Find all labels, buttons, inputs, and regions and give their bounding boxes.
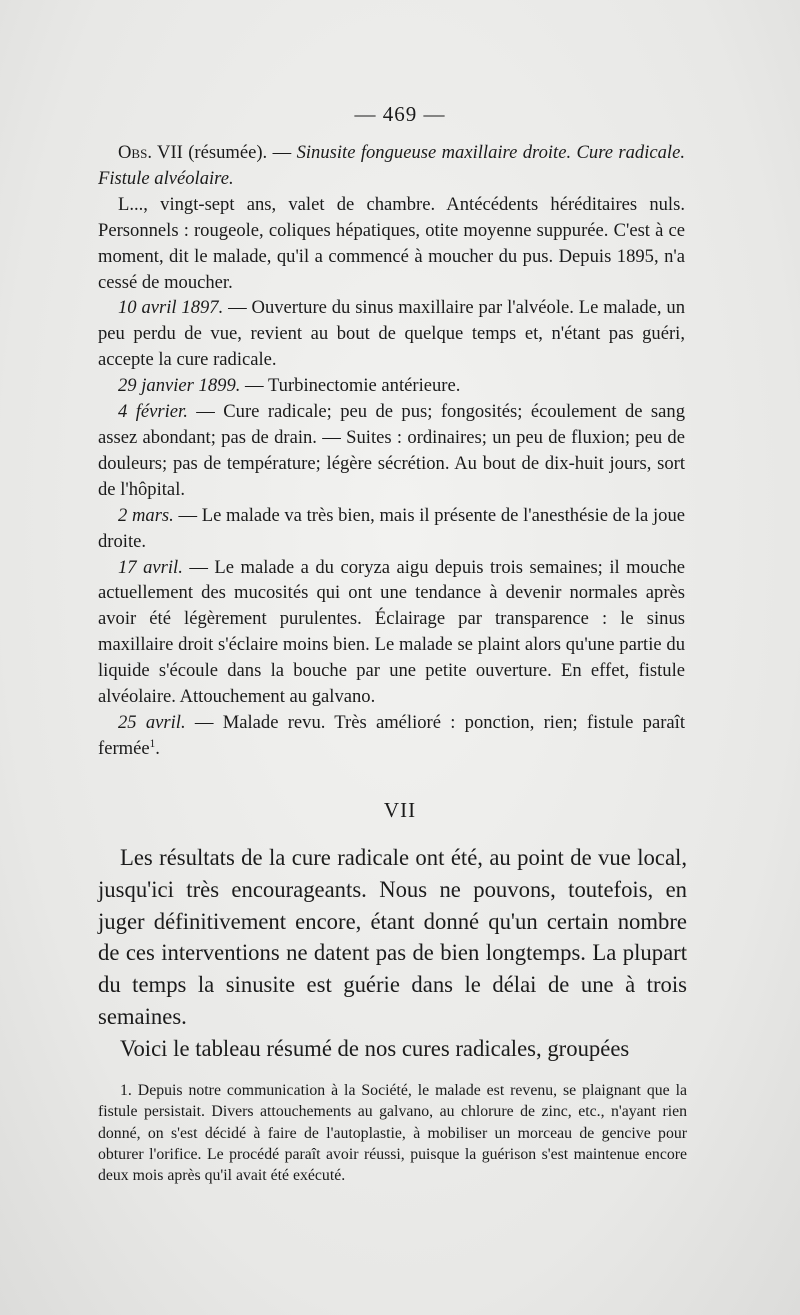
entry-text: — Ouverture du sinus maxillaire par l'alvéole. Le malade, un peu perdu de vue, revient au bout de quelque temps et, n'étant pas guéri, accepte la cure radicale.	[98, 297, 685, 371]
observation-label: Obs. VII	[118, 142, 183, 163]
footnote-text: Depuis notre communication à la Société, le malade est revenu, se plaignant que la fistule persistait. Divers attouchements au galvano, au chlorure de zinc, etc., n'ayant rien donné, on s'est décidé à faire de l'autoplastie, à mobiliser un morceau de gencive pour obturer l'orifice. Le procédé paraît avoir réussi, puisque la guérison s'est maintenue encore deux mois après qu'il avait été exécuté.	[98, 1082, 687, 1185]
body-paragraph: Les résultats de la cure radicale ont été, au point de vue local, jusqu'ici très encourageants. Nous ne pouvons, toutefois, en juger définitivement encore, étant donné qu'un certain nombre de ces interventions ne datent pas de bien longtemps. La plupart du temps la sinusite est guérie dans le délai de une à trois semaines.	[98, 845, 687, 1029]
entry-date: 4 février.	[118, 401, 188, 423]
footnote-reference: 1	[149, 737, 156, 750]
entry-date: 25 avril.	[118, 711, 186, 733]
observation-entry	[98, 555, 685, 710]
entry-text: — Cure radicale; peu de pus; fongosités; écoulement de sang assez abondant; pas de drain. — Suites : ordinaires; un peu de fluxion; peu de douleurs; pas de température; légère sécrétion. Au bout de dix-huit jours, sort de l'hôpital.	[98, 401, 685, 500]
observation-entry	[98, 373, 685, 399]
observation-entry	[98, 503, 685, 555]
observation-entry	[98, 295, 685, 373]
entry-text: — Le malade a du coryza aigu depuis trois semaines; il mouche actuellement des mucosités qui ont une tendance à devenir normales après avoir été légèrement purulentes. Éclairage par transparence : le sinus maxillaire droit s'éclaire moins bien. Le malade se plaint alors qu'une partie du liquide s'écoule dans la bouche par une petite ouverture. En effet, fistule alvéolaire. Attouchement au galvano.	[98, 556, 685, 708]
entry-text: — Malade revu. Très amélioré : ponction, rien; fistule paraît fermée	[98, 711, 685, 759]
footnote-paragraph	[98, 1080, 687, 1186]
entry-date: 17 avril.	[118, 556, 183, 578]
observation-title: Sinusite fongueuse maxillaire droite. Cure radicale. Fistule alvéolaire.	[98, 142, 685, 189]
body-paragraph: Voici le tableau résumé de nos cures radicales, groupées	[120, 1035, 630, 1061]
entry-date: 29 janvier 1899.	[118, 375, 241, 397]
observation-entry: 25 avril. — Malade revu. Très amélioré : ponction, rien; fistule paraît fermée$^1$.	[98, 711, 685, 759]
observation-entry	[98, 399, 685, 503]
footnote	[98, 1080, 687, 1186]
entry-text: — Le malade va très bien, mais il présente de l'anesthésie de la joue droite.	[98, 504, 685, 552]
page-number: — 469 —	[354, 102, 446, 126]
entry-date: 2 mars.	[118, 504, 174, 526]
entry-date: 10 avril 1897.	[118, 297, 224, 319]
observation-block	[98, 140, 685, 762]
observation-resumee: (résumée). —	[182, 142, 297, 163]
footnote-marker: 1.	[120, 1082, 132, 1099]
body-text	[98, 842, 687, 1065]
entry-text: — Turbinectomie antérieure.	[240, 375, 461, 397]
observation-heading	[98, 140, 685, 192]
section-heading: VII	[383, 798, 417, 822]
observation-intro: L..., vingt-sept ans, valet de chambre. Antécédents héréditaires nuls. Personnels : rougeole, coliques hépatiques, otite moyenne suppurée. C'est à ce moment, dit le malade, qu'il a commencé à moucher du pus. Depuis 1895, n'a cessé de moucher.	[98, 193, 685, 293]
